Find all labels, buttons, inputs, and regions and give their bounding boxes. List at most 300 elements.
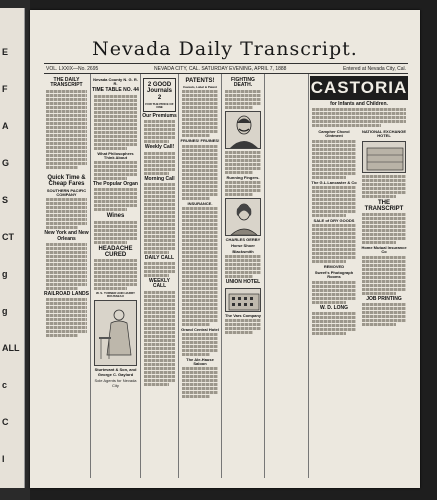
- prev-page-letter: F: [2, 84, 8, 94]
- text-line: [312, 244, 356, 247]
- prev-page-letter: S: [2, 195, 9, 205]
- body-text-block: [92, 161, 139, 180]
- text-line: [94, 259, 137, 262]
- text-line: [182, 227, 218, 230]
- text-line: [312, 140, 356, 143]
- text-line: [94, 139, 137, 142]
- body-text-block: [223, 90, 263, 109]
- text-line: [182, 323, 210, 326]
- body-text-block: [142, 183, 177, 254]
- man-portrait-engraving: [225, 111, 261, 149]
- body-text-block: [223, 255, 263, 278]
- body-text-block: [44, 90, 89, 169]
- text-line: [362, 187, 406, 190]
- text-line: [144, 307, 175, 310]
- text-line: [94, 229, 137, 232]
- col3-heading: 2 GOOD Journals 2: [146, 82, 172, 101]
- body-text-block: [310, 224, 358, 263]
- text-line: [182, 349, 218, 352]
- body-text-block: [44, 243, 89, 290]
- text-line: [312, 232, 356, 235]
- text-line: [94, 271, 137, 274]
- col5-heading: CHARLES GERBY: [225, 236, 261, 242]
- text-line: [46, 314, 87, 317]
- text-line: [46, 118, 87, 121]
- text-line: [312, 260, 346, 263]
- text-line: [312, 281, 356, 284]
- text-line: [225, 102, 261, 105]
- text-line: [144, 191, 175, 194]
- text-line: [312, 152, 356, 155]
- body-text-block: [44, 298, 89, 337]
- body-text-block: [223, 181, 263, 196]
- text-line: [182, 126, 218, 129]
- col4-heading: PATENTS!: [185, 78, 215, 84]
- text-line: [144, 251, 169, 254]
- text-line: [144, 168, 175, 171]
- body-text-block: [310, 108, 408, 127]
- text-line: [182, 169, 218, 172]
- text-line: [94, 192, 137, 195]
- text-line: [46, 210, 87, 213]
- col6-left: [310, 128, 358, 336]
- text-line: [46, 218, 87, 221]
- text-line: [312, 236, 356, 239]
- body-text-block: [142, 152, 177, 175]
- column-4: [180, 76, 220, 476]
- text-line: [94, 107, 137, 110]
- text-line: [312, 108, 406, 111]
- col2-footnote: Sole Agents for Nevada City: [94, 377, 137, 388]
- text-line: [312, 206, 356, 209]
- text-line: [46, 330, 87, 333]
- text-line: [312, 248, 356, 251]
- prev-page-letter: A: [2, 121, 9, 131]
- body-text-block: [223, 319, 263, 334]
- text-line: [46, 279, 87, 282]
- text-line: [94, 131, 137, 134]
- text-line: [182, 271, 218, 274]
- text-line: [182, 341, 218, 344]
- text-line: [144, 183, 175, 186]
- text-line: [362, 225, 406, 228]
- text-line: [182, 379, 218, 382]
- text-line: [362, 284, 406, 287]
- text-line: [144, 339, 175, 342]
- text-line: [46, 306, 87, 309]
- text-line: [182, 251, 218, 254]
- text-line: [182, 153, 218, 156]
- col6-heading: REMOVED: [323, 264, 345, 269]
- text-line: [312, 210, 356, 213]
- col1-heading: Quick Time & Cheap Fares: [47, 174, 86, 187]
- text-line: [46, 90, 87, 93]
- text-line: [362, 229, 406, 232]
- text-line: [144, 319, 175, 322]
- col6-heading: The G.L.Lancaster & Co: [311, 179, 357, 185]
- col3-heading: WEEKLY CALL: [149, 278, 170, 290]
- text-line: [94, 196, 137, 199]
- text-line: [312, 312, 356, 315]
- text-line: [225, 255, 261, 258]
- text-line: [312, 202, 356, 205]
- text-line: [46, 275, 87, 278]
- text-line: [46, 259, 87, 262]
- body-text-block: [92, 188, 139, 211]
- text-line: [46, 130, 87, 133]
- text-line: [312, 316, 356, 319]
- text-line: [225, 327, 261, 330]
- text-line: [46, 251, 87, 254]
- text-line: [94, 123, 137, 126]
- text-line: [46, 322, 87, 325]
- text-line: [225, 263, 261, 266]
- text-line: [312, 289, 356, 292]
- text-line: [225, 155, 261, 158]
- text-line: [362, 272, 406, 275]
- text-line: [182, 333, 218, 336]
- text-line: [362, 195, 396, 198]
- text-line: [144, 203, 175, 206]
- exchange-hotel-engraving: [362, 141, 406, 173]
- text-line: [46, 263, 87, 266]
- col1-heading: New York and New Orleans: [44, 230, 89, 242]
- text-line: [94, 208, 127, 211]
- text-line: [225, 267, 261, 270]
- text-line: [182, 287, 218, 290]
- body-text-block: [92, 259, 139, 290]
- text-line: [225, 163, 261, 166]
- col1-heading: THE DAILY TRANSCRIPT: [50, 77, 83, 89]
- text-line: [144, 239, 175, 242]
- text-line: [362, 260, 406, 263]
- text-line: [362, 191, 406, 194]
- text-line: [182, 98, 218, 101]
- text-line: [182, 223, 218, 226]
- text-line: [144, 211, 175, 214]
- text-line: [362, 319, 406, 322]
- text-line: [362, 311, 406, 314]
- prev-page-letter: ALL: [2, 343, 20, 353]
- text-line: [312, 214, 346, 217]
- text-line: [144, 152, 175, 155]
- text-line: [46, 267, 87, 270]
- text-line: [182, 106, 218, 109]
- text-line: [182, 267, 218, 270]
- dateline-volume: VOL. LXXIX—No. 2695: [46, 66, 99, 72]
- text-line: [144, 223, 175, 226]
- text-line: [46, 98, 87, 101]
- text-line: [144, 124, 175, 127]
- col6-heading: Home Mutual Insurance Co: [361, 245, 407, 255]
- text-line: [182, 391, 218, 394]
- text-line: [94, 119, 137, 122]
- text-line: [312, 328, 356, 331]
- call-advert-box: [143, 78, 176, 112]
- text-line: [94, 275, 137, 278]
- text-line: [144, 164, 175, 167]
- text-line: [94, 237, 137, 240]
- text-line: [46, 206, 87, 209]
- text-line: [225, 98, 261, 101]
- text-line: [225, 271, 261, 274]
- prev-page-letter: c: [2, 380, 8, 390]
- text-line: [144, 247, 175, 250]
- text-line: [362, 256, 406, 259]
- text-line: [182, 243, 218, 246]
- text-line: [182, 149, 218, 152]
- text-line: [46, 334, 78, 337]
- text-line: [225, 94, 261, 97]
- text-line: [182, 383, 218, 386]
- text-line: [94, 143, 137, 146]
- col6-split: [310, 128, 408, 336]
- text-line: [182, 134, 210, 137]
- text-line: [94, 204, 137, 207]
- text-line: [225, 331, 253, 334]
- text-line: [144, 343, 175, 346]
- text-line: [94, 161, 137, 164]
- text-line: [182, 157, 218, 160]
- text-line: [362, 241, 396, 244]
- body-text-block: [142, 262, 177, 277]
- body-text-block: [180, 90, 220, 137]
- col6-heading: W. D. LONG: [319, 304, 349, 311]
- text-line: [94, 135, 137, 138]
- text-line: [182, 161, 218, 164]
- text-line: [144, 355, 175, 358]
- column-rule: [221, 74, 222, 478]
- text-line: [182, 102, 218, 105]
- prev-page-letter: G: [2, 158, 10, 168]
- text-line: [182, 353, 210, 356]
- text-line: [362, 307, 406, 310]
- col6-heading: SALE of DRY GOODS: [313, 217, 355, 223]
- text-line: [46, 198, 87, 201]
- text-line: [182, 387, 218, 390]
- text-line: [144, 383, 169, 386]
- col5-heading: UNION HOTEL: [225, 279, 261, 286]
- text-line: [144, 311, 175, 314]
- text-line: [312, 190, 356, 193]
- text-line: [46, 166, 78, 169]
- text-line: [46, 146, 87, 149]
- text-line: [182, 90, 218, 93]
- col2-heading: Nevada County N. G. R. R.: [93, 77, 138, 87]
- text-line: [225, 151, 261, 154]
- text-line: [182, 283, 218, 286]
- col6-right: [360, 128, 408, 336]
- col5-heading: The Vars Company: [224, 312, 261, 318]
- text-line: [144, 187, 175, 190]
- col3-heading: FOR THE PRICE OF ONE: [145, 101, 174, 110]
- text-line: [182, 255, 218, 258]
- text-line: [46, 283, 87, 286]
- body-text-block: [360, 175, 408, 198]
- text-line: [46, 134, 87, 137]
- column-rule: [140, 74, 141, 478]
- text-line: [144, 295, 175, 298]
- newspaper-page: [30, 10, 420, 488]
- col5-heading: Blacksmith: [232, 249, 254, 255]
- text-line: [312, 156, 356, 159]
- text-line: [362, 217, 406, 220]
- col2-heading: HEADACHE CURED: [98, 245, 133, 258]
- text-line: [144, 379, 175, 382]
- text-line: [182, 367, 218, 370]
- body-text-block: [360, 303, 408, 326]
- text-line: [362, 237, 406, 240]
- text-line: [144, 128, 175, 131]
- text-line: [182, 114, 218, 117]
- text-line: [312, 148, 356, 151]
- text-line: [182, 211, 218, 214]
- text-line: [94, 165, 137, 168]
- text-line: [182, 235, 218, 238]
- text-line: [46, 255, 87, 258]
- col3-heading: Weekly Call!: [144, 144, 175, 151]
- text-line: [362, 175, 406, 178]
- body-text-block: [180, 145, 220, 200]
- text-line: [182, 303, 218, 306]
- body-text-block: [180, 207, 220, 326]
- text-line: [182, 181, 218, 184]
- text-line: [312, 293, 356, 296]
- text-line: [46, 142, 87, 145]
- text-line: [144, 219, 175, 222]
- text-line: [144, 335, 175, 338]
- column-rule: [90, 74, 91, 478]
- dateline-entry-notice: Entered at Nevada City, Cal.: [343, 66, 406, 72]
- text-line: [144, 262, 175, 265]
- body-text-block: [310, 140, 358, 179]
- text-line: [144, 331, 175, 334]
- text-line: [312, 332, 346, 335]
- text-line: [312, 124, 381, 127]
- text-line: [312, 168, 356, 171]
- text-line: [312, 144, 356, 147]
- col6-heading: THE TRANSCRIPT: [364, 199, 404, 212]
- col6-heading: for Infants and Children.: [330, 101, 388, 107]
- prev-page-letter: g: [2, 306, 8, 316]
- text-line: [362, 183, 406, 186]
- text-line: [225, 189, 261, 192]
- prev-page-letter: I: [2, 454, 5, 464]
- text-line: [46, 247, 87, 250]
- text-line: [46, 318, 87, 321]
- text-line: [46, 150, 87, 153]
- body-text-block: [360, 213, 408, 244]
- text-line: [94, 225, 137, 228]
- col2-heading: What Philosophers Think About: [97, 150, 134, 160]
- text-line: [46, 326, 87, 329]
- col4-heading: Caveats, Label & Patent: [182, 85, 217, 90]
- col4-heading: The Ale-Hause Saloon: [186, 357, 214, 367]
- text-line: [362, 288, 406, 291]
- text-line: [46, 271, 87, 274]
- text-line: [144, 207, 175, 210]
- text-line: [46, 287, 78, 290]
- text-line: [312, 301, 346, 304]
- text-line: [182, 173, 218, 176]
- text-line: [182, 275, 218, 278]
- text-line: [312, 240, 356, 243]
- text-line: [94, 147, 127, 150]
- text-line: [46, 162, 87, 165]
- col2-heading: The Popular Organ: [92, 181, 138, 187]
- col3-heading: Our Premiums: [142, 113, 177, 120]
- text-line: [46, 222, 87, 225]
- text-line: [144, 375, 175, 378]
- text-line: [144, 160, 175, 163]
- text-line: [144, 327, 175, 330]
- col5-heading: Running Fingers.: [226, 174, 260, 180]
- dateline-bar: [44, 63, 408, 74]
- prev-page-letter: CT: [2, 232, 14, 242]
- text-line: [312, 224, 356, 227]
- text-line: [46, 226, 78, 229]
- text-line: [182, 94, 218, 97]
- woman-portrait-engraving: [225, 198, 261, 236]
- text-line: [94, 283, 137, 286]
- text-line: [94, 173, 137, 176]
- text-line: [46, 158, 87, 161]
- column-rule: [178, 74, 179, 478]
- text-line: [182, 307, 218, 310]
- text-line: [182, 118, 218, 121]
- text-line: [182, 239, 218, 242]
- text-line: [144, 195, 175, 198]
- text-line: [182, 219, 218, 222]
- text-line: [94, 200, 137, 203]
- text-line: [144, 371, 175, 374]
- col2-heading: TIME TABLE NO. 44: [92, 87, 139, 94]
- text-line: [182, 311, 218, 314]
- text-line: [225, 185, 261, 188]
- text-line: [144, 136, 175, 139]
- text-line: [182, 110, 218, 113]
- text-line: [312, 172, 356, 175]
- text-line: [182, 319, 218, 322]
- col1-heading: SOUTHERN PACIFIC COMPANY: [46, 188, 87, 198]
- text-line: [182, 185, 218, 188]
- text-line: [225, 319, 261, 322]
- body-text-block: [310, 186, 358, 217]
- text-line: [144, 235, 175, 238]
- text-line: [46, 94, 87, 97]
- text-line: [144, 156, 175, 159]
- column-5: [223, 76, 263, 476]
- col6-heading: NATIONAL EXCHANGE HOTEL: [361, 129, 407, 139]
- text-line: [312, 228, 356, 231]
- text-line: [46, 310, 87, 313]
- text-line: [312, 186, 356, 189]
- text-line: [312, 164, 356, 167]
- col4-heading: INSURANCE.: [187, 200, 213, 206]
- text-line: [144, 367, 175, 370]
- text-line: [362, 303, 406, 306]
- text-line: [144, 140, 169, 143]
- text-line: [46, 122, 87, 125]
- text-line: [312, 116, 406, 119]
- text-line: [94, 115, 137, 118]
- text-line: [312, 112, 406, 115]
- text-line: [144, 270, 175, 273]
- text-line: [144, 299, 175, 302]
- text-line: [46, 110, 87, 113]
- text-line: [312, 252, 356, 255]
- text-line: [312, 194, 356, 197]
